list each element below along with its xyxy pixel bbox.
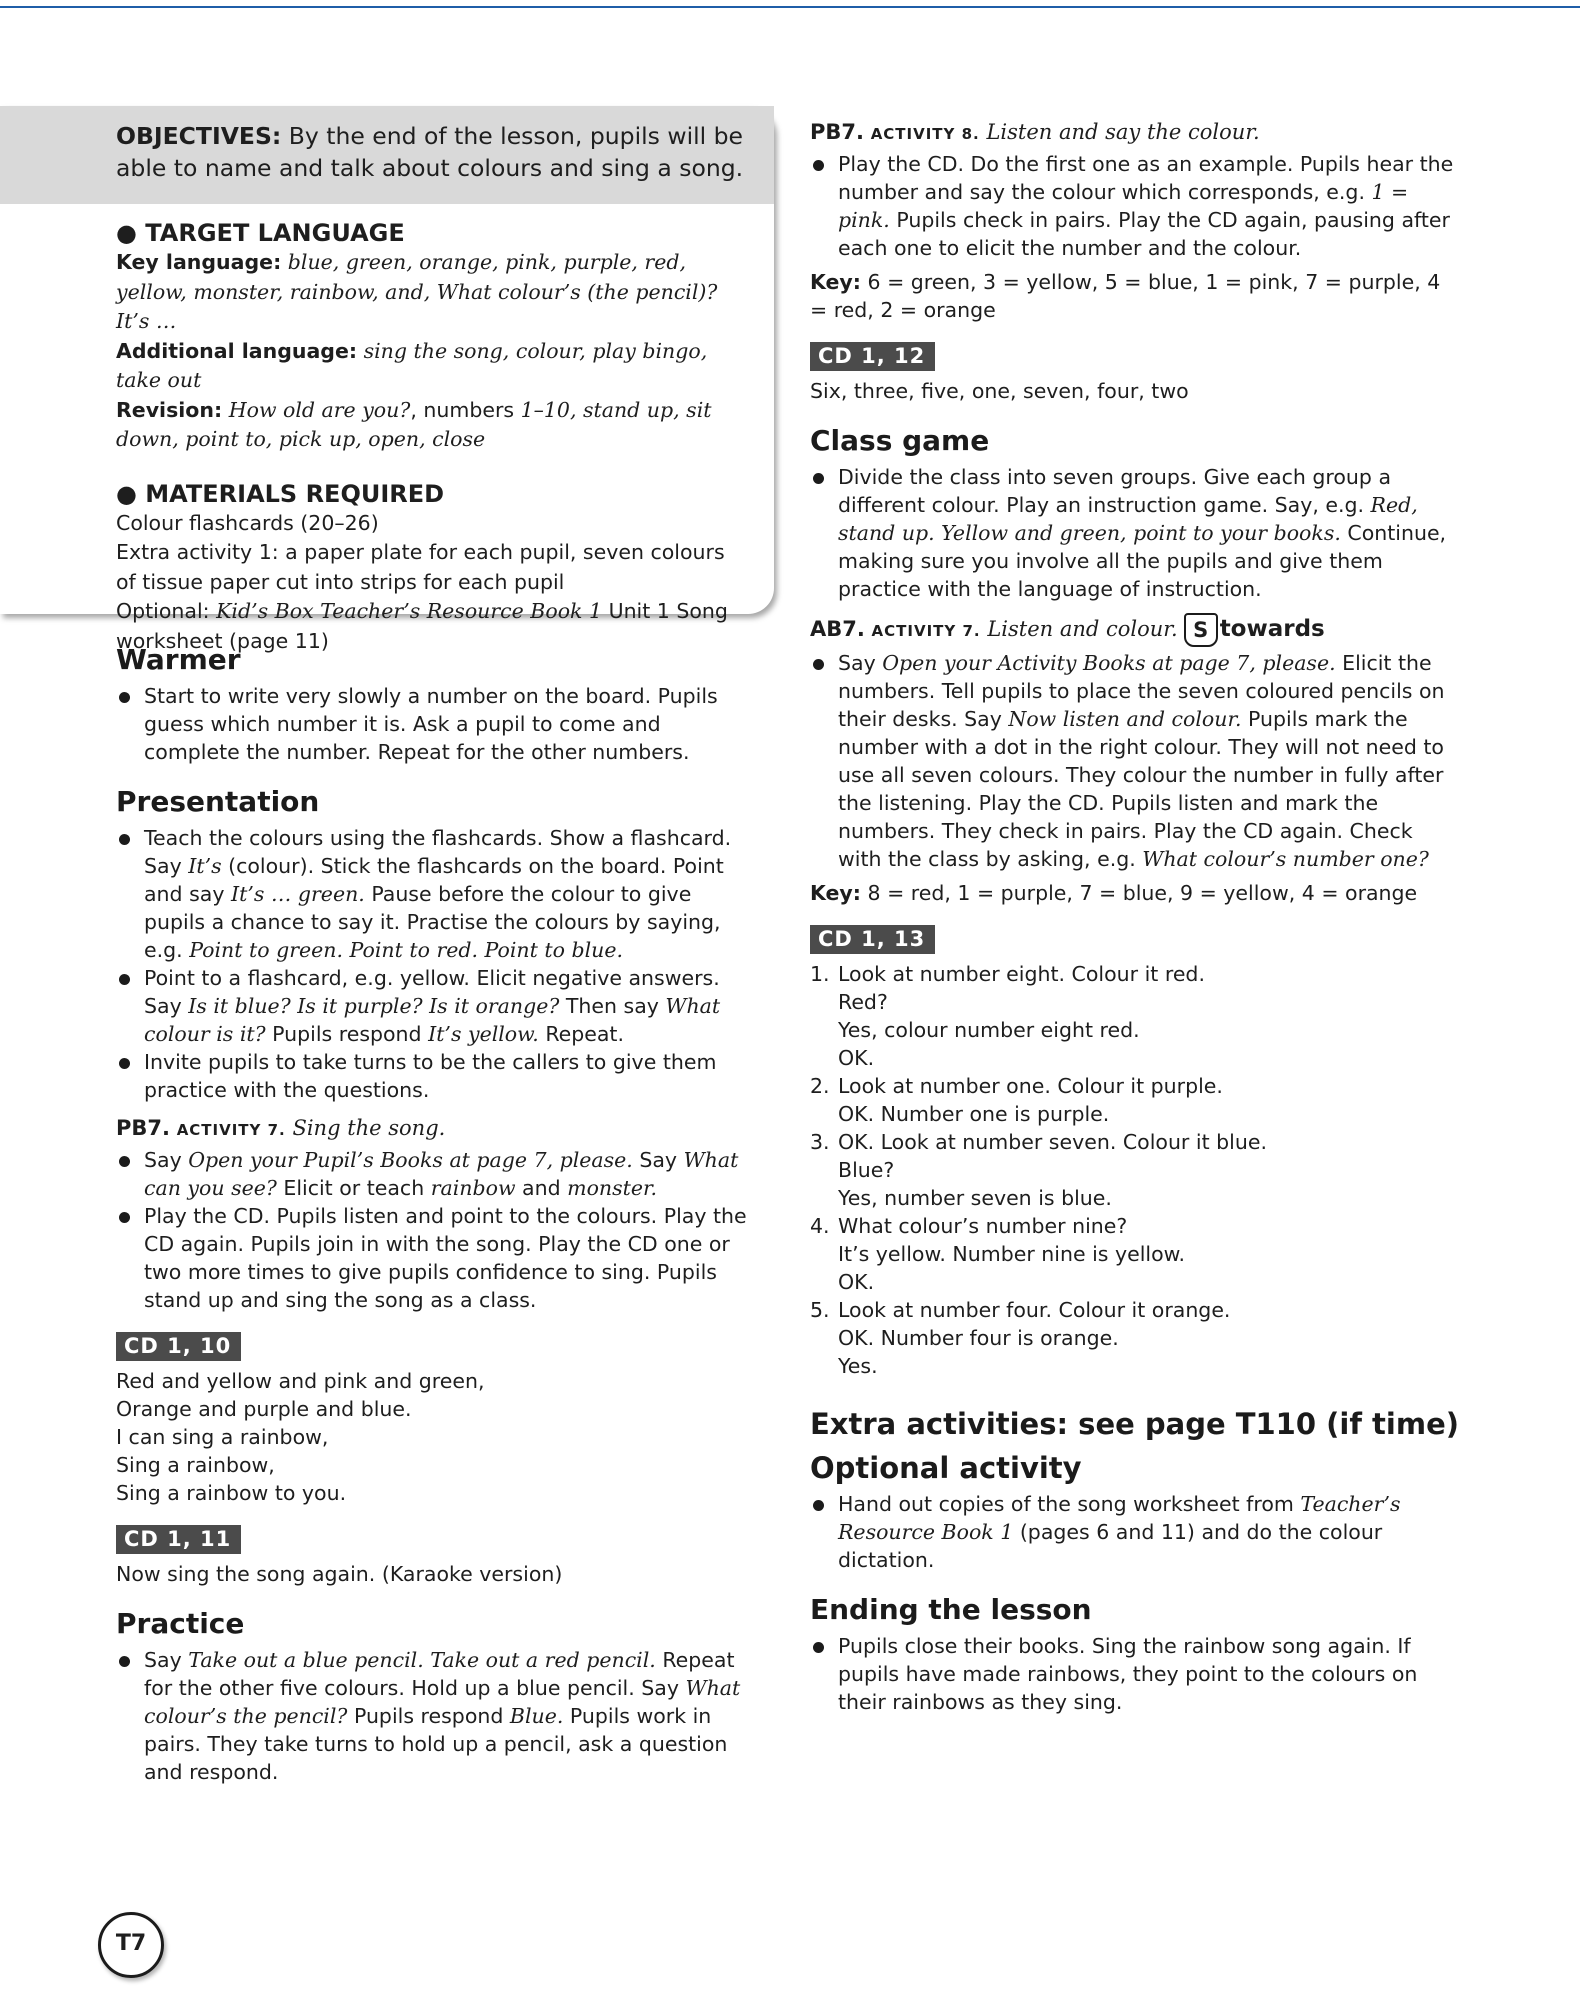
- pb7-activity-8-title: PB7. ACTIVITY 8. Listen and say the colour.: [810, 120, 1260, 144]
- list-item: Say Open your Activity Books at page 7, please. Elicit the numbers. Tell pupils to place the seven coloured pencils on their desks. Say Now listen and colour. Pupils mark the number with a dot in the right colour. They will not need to use all seven colours. They colour the number in fully after the listening. Play the CD. Pupils listen and mark the numbers. They check in pairs. Play the CD again. Check with the class by asking, e.g. What colour’s number one?: [810, 649, 1460, 873]
- ab7-activity-7-title: AB7. ACTIVITY 7. Listen and colour. S towards: [810, 613, 1460, 647]
- cd-1-11-text: Now sing the song again. (Karaoke version): [116, 1562, 563, 1586]
- cd-1-10-lyrics: [116, 1367, 756, 1507]
- optional-activity-list: [810, 1490, 1460, 1574]
- page-number: T7: [98, 1912, 164, 1978]
- target-language-heading: ● TARGET LANGUAGE: [116, 219, 405, 247]
- optional-activity-heading: Optional activity: [810, 1451, 1082, 1485]
- list-item: Pupils close their books. Sing the rainbow song again. If pupils have made rainbows, they point to the colours on their rainbows as they sing.: [810, 1632, 1460, 1716]
- objectives-text: By the end of the lesson, pupils will be able to name and talk about colours and sing a song.: [116, 122, 744, 182]
- cd-1-12-text: Six, three, five, one, seven, four, two: [810, 379, 1189, 403]
- practice-heading: Practice: [116, 1607, 245, 1640]
- towards-label: towards: [1219, 616, 1325, 642]
- objectives-label: OBJECTIVES:: [116, 122, 282, 150]
- cd-1-12-label: CD 1, 12: [810, 342, 935, 371]
- pb7-activity-7-title: PB7. ACTIVITY 7. Sing the song.: [116, 1116, 446, 1140]
- ab7-activity-7-key: Key: 8 = red, 1 = purple, 7 = blue, 9 = yellow, 4 = orange: [810, 881, 1418, 905]
- warmer-list: [116, 682, 756, 766]
- objectives-header: [0, 106, 774, 204]
- list-item: Hand out copies of the song worksheet from Teacher’s Resource Book 1 (pages 6 and 11) and do the colour dictation.: [810, 1490, 1460, 1574]
- right-column: [810, 118, 1460, 1716]
- cd-1-13-dialogue: [810, 960, 1460, 1380]
- lyric-line: I can sing a rainbow,: [116, 1425, 329, 1449]
- list-item: Play the CD. Pupils listen and point to the colours. Play the CD again. Pupils join in with the song. Play the CD one or two more times to give pupils confidence to sing. Pupils stand up and sing the song as a class.: [116, 1202, 756, 1314]
- key-language: Key language: blue, green, orange, pink, purple, red, yellow, monster, rainbow, and, What colour’s (the pencil)? It’s …: [116, 250, 718, 333]
- class-game-heading: Class game: [810, 424, 990, 457]
- revision-language: Revision: How old are you?, numbers 1–10, stand up, sit down, point to, pick up, open, close: [116, 397, 712, 451]
- lyric-line: Sing a rainbow,: [116, 1453, 275, 1477]
- lyric-line: Orange and purple and blue.: [116, 1397, 412, 1421]
- dialogue-item: 3. OK. Look at number seven. Colour it blue. Blue? Yes, number seven is blue.: [810, 1130, 1267, 1210]
- dialogue-item: 1. Look at number eight. Colour it red. Red? Yes, colour number eight red. OK.: [810, 962, 1205, 1070]
- materials-line-3: Optional: Kid’s Box Teacher’s Resource Book 1 Unit 1 Song worksheet (page 11): [116, 599, 728, 653]
- list-item: Invite pupils to take turns to be the callers to give them practice with the questions.: [116, 1048, 756, 1104]
- dialogue-item: 4. What colour’s number nine? It’s yellow. Number nine is yellow. OK.: [810, 1214, 1186, 1294]
- ending-heading: Ending the lesson: [810, 1593, 1092, 1626]
- cd-1-11-label: CD 1, 11: [116, 1525, 241, 1554]
- left-column: [116, 642, 756, 1786]
- top-rule: [0, 6, 1580, 8]
- ab7-activity-7-list: [810, 649, 1460, 873]
- list-item: Start to write very slowly a number on the board. Pupils guess which number it is. Ask a pupil to come and complete the number. Repeat for the other numbers.: [116, 682, 756, 766]
- additional-language: Additional language: sing the song, colour, play bingo, take out: [116, 338, 708, 392]
- shield-s-icon: S: [1184, 613, 1218, 647]
- list-item: Play the CD. Do the first one as an example. Pupils hear the number and say the colour which corresponds, e.g. 1 = pink. Pupils check in pairs. Play the CD again, pausing after each one to elicit the number and the colour.: [810, 150, 1460, 262]
- list-item: Teach the colours using the flashcards. Show a flashcard. Say It’s (colour). Stick the flashcards on the board. Point and say It’s … green. Pause before the colour to give pupils a chance to say it. Practise the colours by saying, e.g. Point to green. Point to red. Point to blue.: [116, 824, 756, 964]
- cd-1-10-label: CD 1, 10: [116, 1332, 241, 1361]
- materials-line-1: Colour flashcards (20–26): [116, 510, 379, 535]
- list-item: Say Open your Pupil’s Books at page 7, please. Say What can you see? Elicit or teach rainbow and monster.: [116, 1146, 756, 1202]
- materials-line-2: Extra activity 1: a paper plate for each pupil, seven colours of tissue paper cut into strips for each pupil: [116, 540, 725, 594]
- pb7-activity-8-list: [810, 150, 1460, 262]
- presentation-list: [116, 824, 756, 1104]
- objectives-body: [0, 204, 774, 656]
- list-item: Say Take out a blue pencil. Take out a red pencil. Repeat for the other five colours. Hold up a blue pencil. Say What colour’s the pencil? Pupils respond Blue. Pupils work in pairs. They take turns to hold up a pencil, ask a question and respond.: [116, 1646, 756, 1786]
- list-item: Divide the class into seven groups. Give each group a different colour. Play an instruction game. Say, e.g. Red, stand up. Yellow and green, point to your books. Continue, making sure you involve all the pupils and give them practice with the language of instruction.: [810, 463, 1460, 603]
- class-game-list: [810, 463, 1460, 603]
- activity-8-key: Key: 6 = green, 3 = yellow, 5 = blue, 1 = pink, 7 = purple, 4 = red, 2 = orange: [810, 270, 1441, 322]
- practice-list: [116, 1646, 756, 1786]
- lyric-line: Sing a rainbow to you.: [116, 1481, 347, 1505]
- lyric-line: Red and yellow and pink and green,: [116, 1369, 485, 1393]
- warmer-heading: Warmer: [116, 643, 241, 676]
- list-item: Point to a flashcard, e.g. yellow. Elicit negative answers. Say Is it blue? Is it purple? Is it orange? Then say What colour is it? Pupils respond It’s yellow. Repeat.: [116, 964, 756, 1048]
- presentation-heading: Presentation: [116, 785, 320, 818]
- materials-heading: ● MATERIALS REQUIRED: [116, 479, 445, 508]
- pb7-activity-7-list: [116, 1146, 756, 1314]
- dialogue-item: 5. Look at number four. Colour it orange. OK. Number four is orange. Yes.: [810, 1298, 1231, 1378]
- extra-activities-heading: Extra activities: see page T110 (if time): [810, 1407, 1459, 1441]
- ending-list: [810, 1632, 1460, 1716]
- dialogue-item: 2. Look at number one. Colour it purple. OK. Number one is purple.: [810, 1074, 1223, 1126]
- cd-1-13-label: CD 1, 13: [810, 925, 935, 954]
- objectives-box: [0, 106, 774, 653]
